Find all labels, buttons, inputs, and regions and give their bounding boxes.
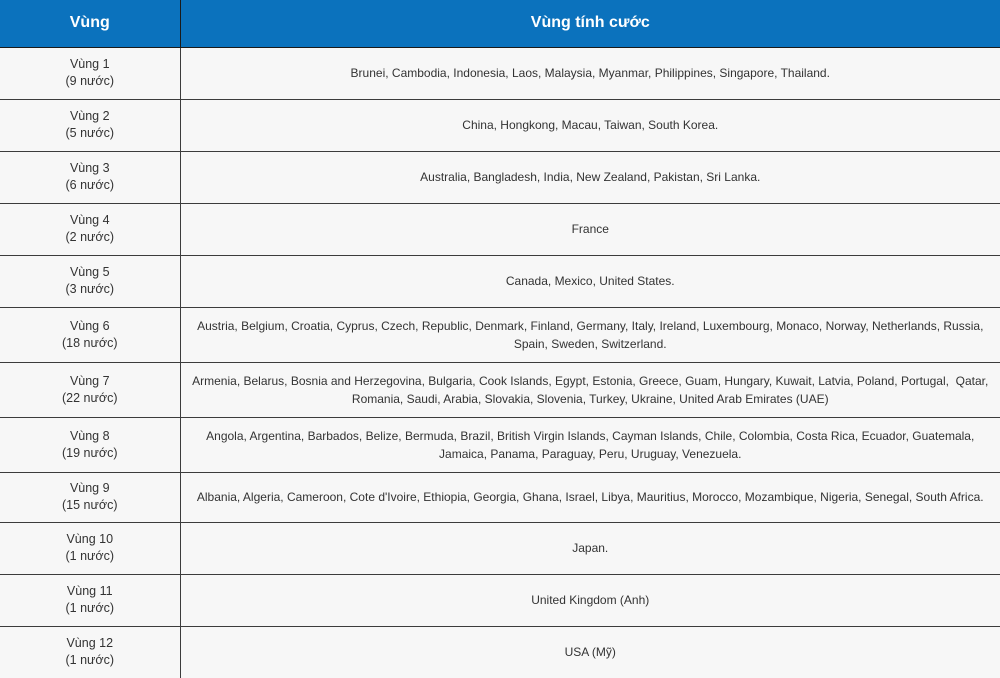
zone-label: Vùng 4 — [69, 213, 110, 227]
zone-country-count: (5 nước) — [65, 126, 115, 140]
table-row — [0, 626, 1000, 678]
table-row — [0, 255, 1000, 307]
table-row — [0, 417, 1000, 472]
zone-country-count: (9 nước) — [65, 74, 115, 88]
zone-cell — [0, 203, 180, 255]
zone-country-count: (3 nước) — [65, 282, 115, 296]
zone-cell — [0, 626, 180, 678]
zone-label: Vùng 8 — [69, 428, 110, 443]
table-body — [0, 47, 1000, 678]
zone-cell — [0, 417, 180, 472]
zone-cell — [0, 255, 180, 307]
table-row — [0, 203, 1000, 255]
zone-cell — [0, 472, 180, 522]
table-row — [0, 99, 1000, 151]
zone-country-count: (15 nước) — [62, 498, 118, 512]
countries-cell: Armenia, Belarus, Bosnia and Herzegovina, Bulgaria, Cook Islands, Egypt, Estonia, Greece, Guam, Hungary, Kuwait, Latvia, Poland, Portugal, Qatar, Romania, Saudi, Arabia, Slovakia, Slovenia, Turkey, Ukraine, United Arab Emirates (UAE) — [180, 362, 1000, 417]
table-row — [0, 307, 1000, 362]
zone-label: Vùng 10 — [66, 532, 114, 546]
zone-label: Vùng 7 — [69, 373, 110, 388]
table-row — [0, 522, 1000, 574]
zone-country-count: (18 nước) — [62, 335, 118, 350]
countries-cell: France — [180, 203, 1000, 255]
countries-cell: United Kingdom (Anh) — [180, 574, 1000, 626]
countries-cell: Canada, Mexico, United States. — [180, 255, 1000, 307]
countries-cell: China, Hongkong, Macau, Taiwan, South Korea. — [180, 99, 1000, 151]
countries-cell: USA (Mỹ) — [180, 626, 1000, 678]
zone-cell — [0, 99, 180, 151]
zone-cell — [0, 47, 180, 99]
zone-country-count: (1 nước) — [65, 653, 115, 668]
zone-country-count: (6 nước) — [65, 178, 115, 192]
countries-cell: Brunei, Cambodia, Indonesia, Laos, Malaysia, Myanmar, Philippines, Singapore, Thailand. — [180, 47, 1000, 99]
zone-label: Vùng 1 — [69, 57, 110, 71]
column-header-countries: Vùng tính cước — [180, 0, 1000, 47]
table-row — [0, 362, 1000, 417]
zone-country-count: (1 nước) — [65, 549, 115, 563]
table-header — [0, 0, 1000, 47]
column-header-zone: Vùng — [0, 0, 180, 47]
countries-cell: Japan. — [180, 522, 1000, 574]
table-row — [0, 472, 1000, 522]
zone-cell — [0, 307, 180, 362]
zone-label: Vùng 2 — [69, 109, 110, 123]
table-row — [0, 151, 1000, 203]
header-row — [0, 0, 1000, 47]
countries-cell: Australia, Bangladesh, India, New Zealand, Pakistan, Sri Lanka. — [180, 151, 1000, 203]
zone-label: Vùng 11 — [66, 584, 113, 598]
zone-cell — [0, 362, 180, 417]
zone-cell — [0, 522, 180, 574]
zone-label: Vùng 9 — [69, 481, 110, 495]
countries-cell: Angola, Argentina, Barbados, Belize, Bermuda, Brazil, British Virgin Islands, Cayman Islands, Chile, Colombia, Costa Rica, Ecuador, Guatemala, Jamaica, Panama, Paraguay, Peru, Uruguay, Venezuela. — [180, 417, 1000, 472]
zone-label: Vùng 3 — [69, 161, 110, 175]
zone-country-count: (2 nước) — [65, 230, 115, 244]
zone-country-count: (22 nước) — [62, 390, 118, 405]
countries-cell: Austria, Belgium, Croatia, Cyprus, Czech, Republic, Denmark, Finland, Germany, Italy, Ireland, Luxembourg, Monaco, Norway, Netherlands, Russia, Spain, Sweden, Switzerland. — [180, 307, 1000, 362]
zone-cell — [0, 151, 180, 203]
table-row — [0, 574, 1000, 626]
table-row — [0, 47, 1000, 99]
zone-cell — [0, 574, 180, 626]
zone-label: Vùng 6 — [69, 318, 110, 333]
zone-label: Vùng 12 — [66, 636, 114, 651]
zone-label: Vùng 5 — [69, 265, 110, 279]
zone-country-count: (1 nước) — [65, 601, 115, 615]
countries-cell: Albania, Algeria, Cameroon, Cote d'Ivoire, Ethiopia, Georgia, Ghana, Israel, Libya, Mauritius, Morocco, Mozambique, Nigeria, Senegal, South Africa. — [180, 472, 1000, 522]
zone-country-count: (19 nước) — [62, 445, 118, 460]
